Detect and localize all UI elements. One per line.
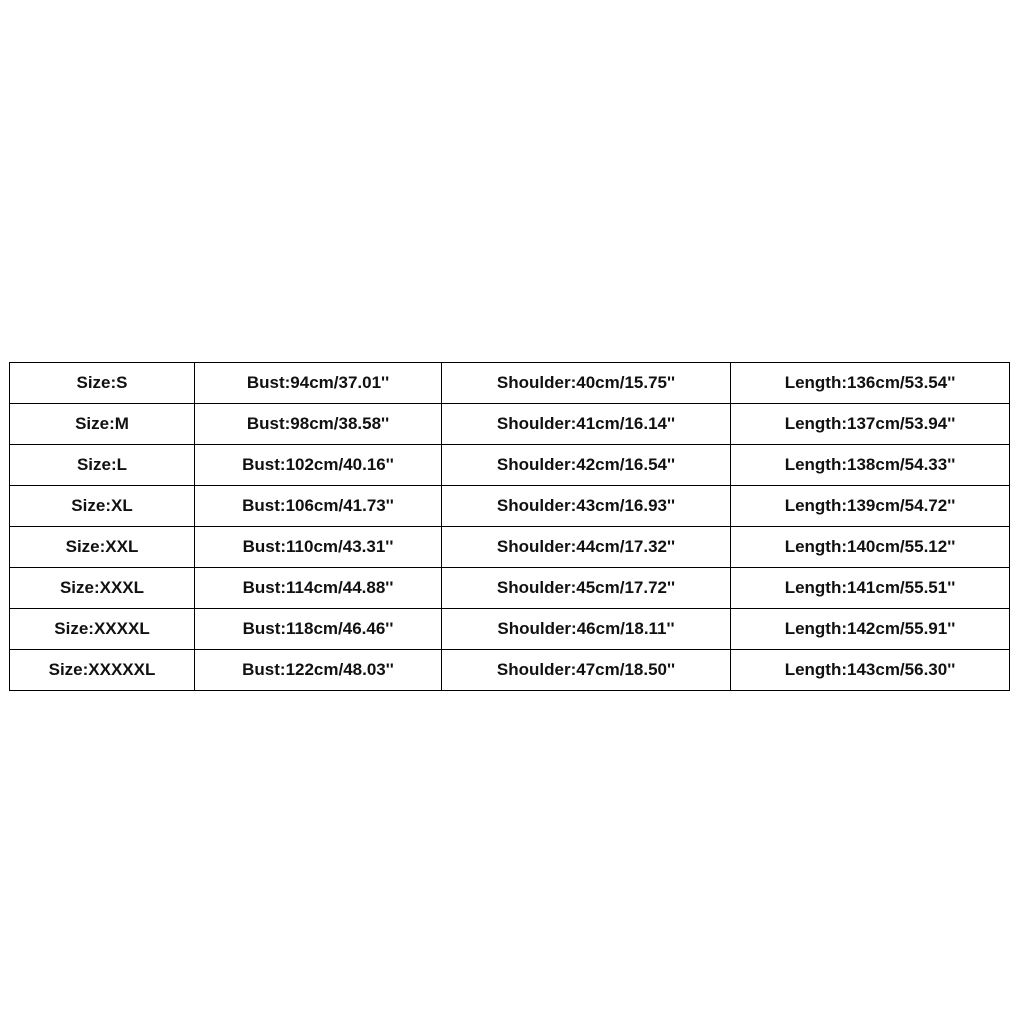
size-cell: Size:XXXXXL xyxy=(10,650,195,691)
shoulder-cell: Shoulder:40cm/15.75'' xyxy=(442,363,731,404)
length-cell: Length:137cm/53.94'' xyxy=(731,404,1010,445)
length-cell: Length:136cm/53.54'' xyxy=(731,363,1010,404)
size-cell: Size:L xyxy=(10,445,195,486)
shoulder-cell: Shoulder:44cm/17.32'' xyxy=(442,527,731,568)
shoulder-cell: Shoulder:46cm/18.11'' xyxy=(442,609,731,650)
table-row xyxy=(10,445,1010,486)
table-row xyxy=(10,650,1010,691)
length-cell: Length:141cm/55.51'' xyxy=(731,568,1010,609)
table-row xyxy=(10,609,1010,650)
shoulder-cell: Shoulder:42cm/16.54'' xyxy=(442,445,731,486)
bust-cell: Bust:94cm/37.01'' xyxy=(195,363,442,404)
table-row xyxy=(10,527,1010,568)
table-row xyxy=(10,568,1010,609)
table-row xyxy=(10,404,1010,445)
length-cell: Length:138cm/54.33'' xyxy=(731,445,1010,486)
size-cell: Size:XXL xyxy=(10,527,195,568)
shoulder-cell: Shoulder:47cm/18.50'' xyxy=(442,650,731,691)
size-chart-table xyxy=(9,362,1010,691)
shoulder-cell: Shoulder:43cm/16.93'' xyxy=(442,486,731,527)
length-cell: Length:142cm/55.91'' xyxy=(731,609,1010,650)
bust-cell: Bust:122cm/48.03'' xyxy=(195,650,442,691)
table-row xyxy=(10,363,1010,404)
size-cell: Size:XL xyxy=(10,486,195,527)
shoulder-cell: Shoulder:45cm/17.72'' xyxy=(442,568,731,609)
bust-cell: Bust:118cm/46.46'' xyxy=(195,609,442,650)
size-cell: Size:XXXL xyxy=(10,568,195,609)
bust-cell: Bust:102cm/40.16'' xyxy=(195,445,442,486)
bust-cell: Bust:110cm/43.31'' xyxy=(195,527,442,568)
bust-cell: Bust:98cm/38.58'' xyxy=(195,404,442,445)
size-cell: Size:S xyxy=(10,363,195,404)
size-cell: Size:M xyxy=(10,404,195,445)
shoulder-cell: Shoulder:41cm/16.14'' xyxy=(442,404,731,445)
length-cell: Length:139cm/54.72'' xyxy=(731,486,1010,527)
table-row xyxy=(10,486,1010,527)
length-cell: Length:143cm/56.30'' xyxy=(731,650,1010,691)
bust-cell: Bust:106cm/41.73'' xyxy=(195,486,442,527)
size-cell: Size:XXXXL xyxy=(10,609,195,650)
bust-cell: Bust:114cm/44.88'' xyxy=(195,568,442,609)
length-cell: Length:140cm/55.12'' xyxy=(731,527,1010,568)
size-chart-body xyxy=(10,363,1010,691)
